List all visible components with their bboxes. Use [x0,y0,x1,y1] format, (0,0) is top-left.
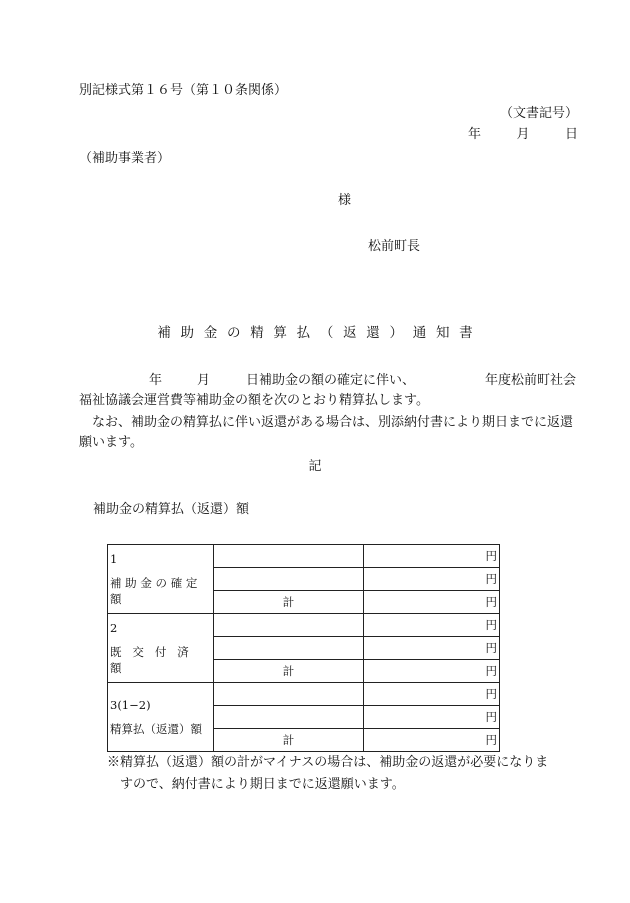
table-cell [214,614,364,637]
date-month: 月 [516,127,530,142]
note [107,752,582,796]
p1-fiscal-year: 年度松前町社会 [485,373,577,388]
p1-text: 日補助金の額の確定に伴い、 [246,373,416,388]
date-year: 年 [468,127,482,142]
note-line-2: すので、納付書により期日までに返還願います。 [120,777,405,792]
table-cell [214,637,364,660]
p1-line2: 福祉協議会運営費等補助金の額を次のとおり精算払します。 [79,393,429,408]
yen-cell: 円 [364,591,500,614]
table-cell [214,683,364,706]
recipient: （補助事業者） [79,151,171,166]
document-code: （文書記号） [499,106,578,121]
table-row [108,614,500,637]
form-number: 別記様式第１６号（第１０条関係） [79,83,288,98]
total-cell: 計 [214,660,364,683]
yen-cell: 円 [364,637,500,660]
yen-cell: 円 [364,729,500,752]
group-name: 補助金の確定額 [110,575,202,606]
table-cell [214,568,364,591]
yen-cell: 円 [364,683,500,706]
group-name: 既交付済額 [110,644,200,675]
yen-cell: 円 [364,568,500,591]
amount-heading: 補助金の精算払（返還）額 [93,502,250,517]
group-number: 2 [110,620,118,635]
group-1-label [108,545,214,614]
date-day: 日 [564,127,578,142]
group-2-label [108,614,214,683]
group-number: 1 [110,551,118,566]
p1-month: 月 [197,373,211,388]
yen-cell: 円 [364,706,500,729]
table-cell [214,706,364,729]
yen-cell: 円 [364,660,500,683]
table-cell [214,545,364,568]
group-number: 3(1−2) [110,697,151,712]
p1-year: 年 [149,373,163,388]
honorific: 様 [338,193,352,208]
table-row [108,683,500,706]
document-title: 補助金の精算払（返還）通知書 [157,325,483,341]
note-line-1: ※精算払（返還）額の計がマイナスの場合は、補助金の返還が必要になりま [107,755,549,770]
group-3-label [108,683,214,752]
body-paragraph-1 [79,371,579,411]
body-paragraph-2: なお、補助金の精算払に伴い返還がある場合は、別添納付書により期日までに返還願います。 [79,415,574,450]
ki-mark: 記 [308,459,322,474]
total-cell: 計 [214,591,364,614]
table-row [108,545,500,568]
issuer: 松前町長 [368,239,421,254]
yen-cell: 円 [364,545,500,568]
date-line [468,128,578,141]
total-cell: 計 [214,729,364,752]
amount-table [107,544,500,752]
group-name: 精算払（返還）額 [110,721,202,736]
yen-cell: 円 [364,614,500,637]
